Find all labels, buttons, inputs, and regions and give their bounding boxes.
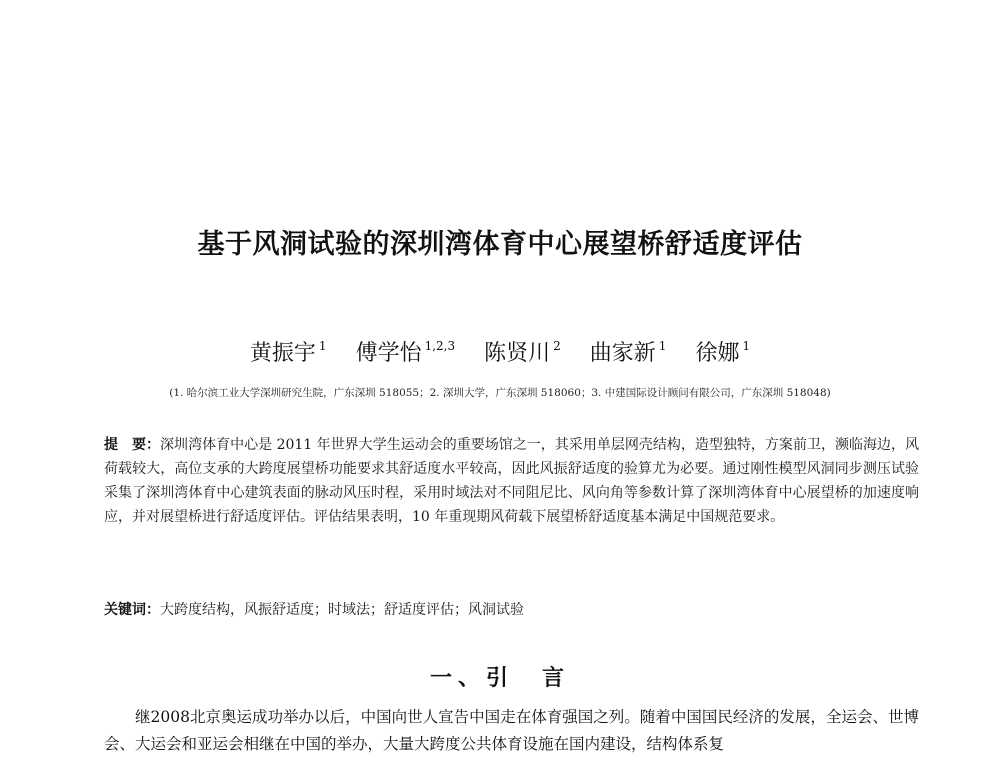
- affiliations: (1. 哈尔滨工业大学深圳研究生院，广东深圳 518055；2. 深圳大学，广东深圳 518060；3. 中建国际设计顾问有限公司，广东深圳 518048): [169, 387, 831, 399]
- author-affiliation-mark: 1: [658, 339, 667, 353]
- author-affiliation-mark: 1: [742, 339, 751, 353]
- author-name: 曲家新: [589, 341, 656, 366]
- section-heading: 一、引 言: [429, 666, 570, 691]
- author-list: [0, 336, 1000, 367]
- keywords-text: 大跨度结构，风振舒适度；时域法；舒适度评估；风洞试验: [160, 602, 524, 618]
- keywords: [104, 598, 919, 622]
- author-name: 徐娜: [695, 341, 740, 366]
- author-affiliation-mark: 1: [318, 339, 327, 353]
- author-1: [250, 336, 327, 367]
- author-affiliation-mark: 1,2,3: [424, 339, 456, 353]
- author-5: [695, 336, 750, 367]
- abstract: [104, 433, 919, 529]
- author-name: 傅学怡: [355, 341, 422, 366]
- paper-title: 基于风洞试验的深圳湾体育中心展望桥舒适度评估: [197, 229, 803, 260]
- author-4: [590, 336, 667, 367]
- author-3: [484, 336, 561, 367]
- author-2: [356, 336, 456, 367]
- abstract-label: 提 要：: [104, 437, 161, 453]
- body-paragraph: 继2008北京奥运成功举办以后，中国向世人宣告中国走在体育强国之列。随着中国国民经济的发展，全运会、世博会、大运会和亚运会相继在中国的举办，大量大跨度公共体育设施在国内建设，结构体系复: [104, 708, 919, 753]
- author-name: 黄振宇: [249, 341, 316, 366]
- keywords-label: 关键词：: [104, 602, 160, 618]
- abstract-text: 深圳湾体育中心是 2011 年世界大学生运动会的重要场馆之一，其采用单层网壳结构，造型独特，方案前卫，濒临海边，风荷载较大，高位支承的大跨度展望桥功能要求其舒适度水平较高，因此风振舒适度的验算尤为必要。通过刚性模型风洞同步测压试验采集了深圳湾体育中心建筑表面的脉动风压时程，采用时域法对不同阻尼比、风向角等参数计算了深圳湾体育中心展望桥的加速度响应，并对展望桥进行舒适度评估。评估结果表明，10 年重现期风荷载下展望桥舒适度基本满足中国规范要求。: [104, 437, 920, 525]
- author-name: 陈贤川: [484, 341, 551, 366]
- author-affiliation-mark: 2: [553, 339, 561, 353]
